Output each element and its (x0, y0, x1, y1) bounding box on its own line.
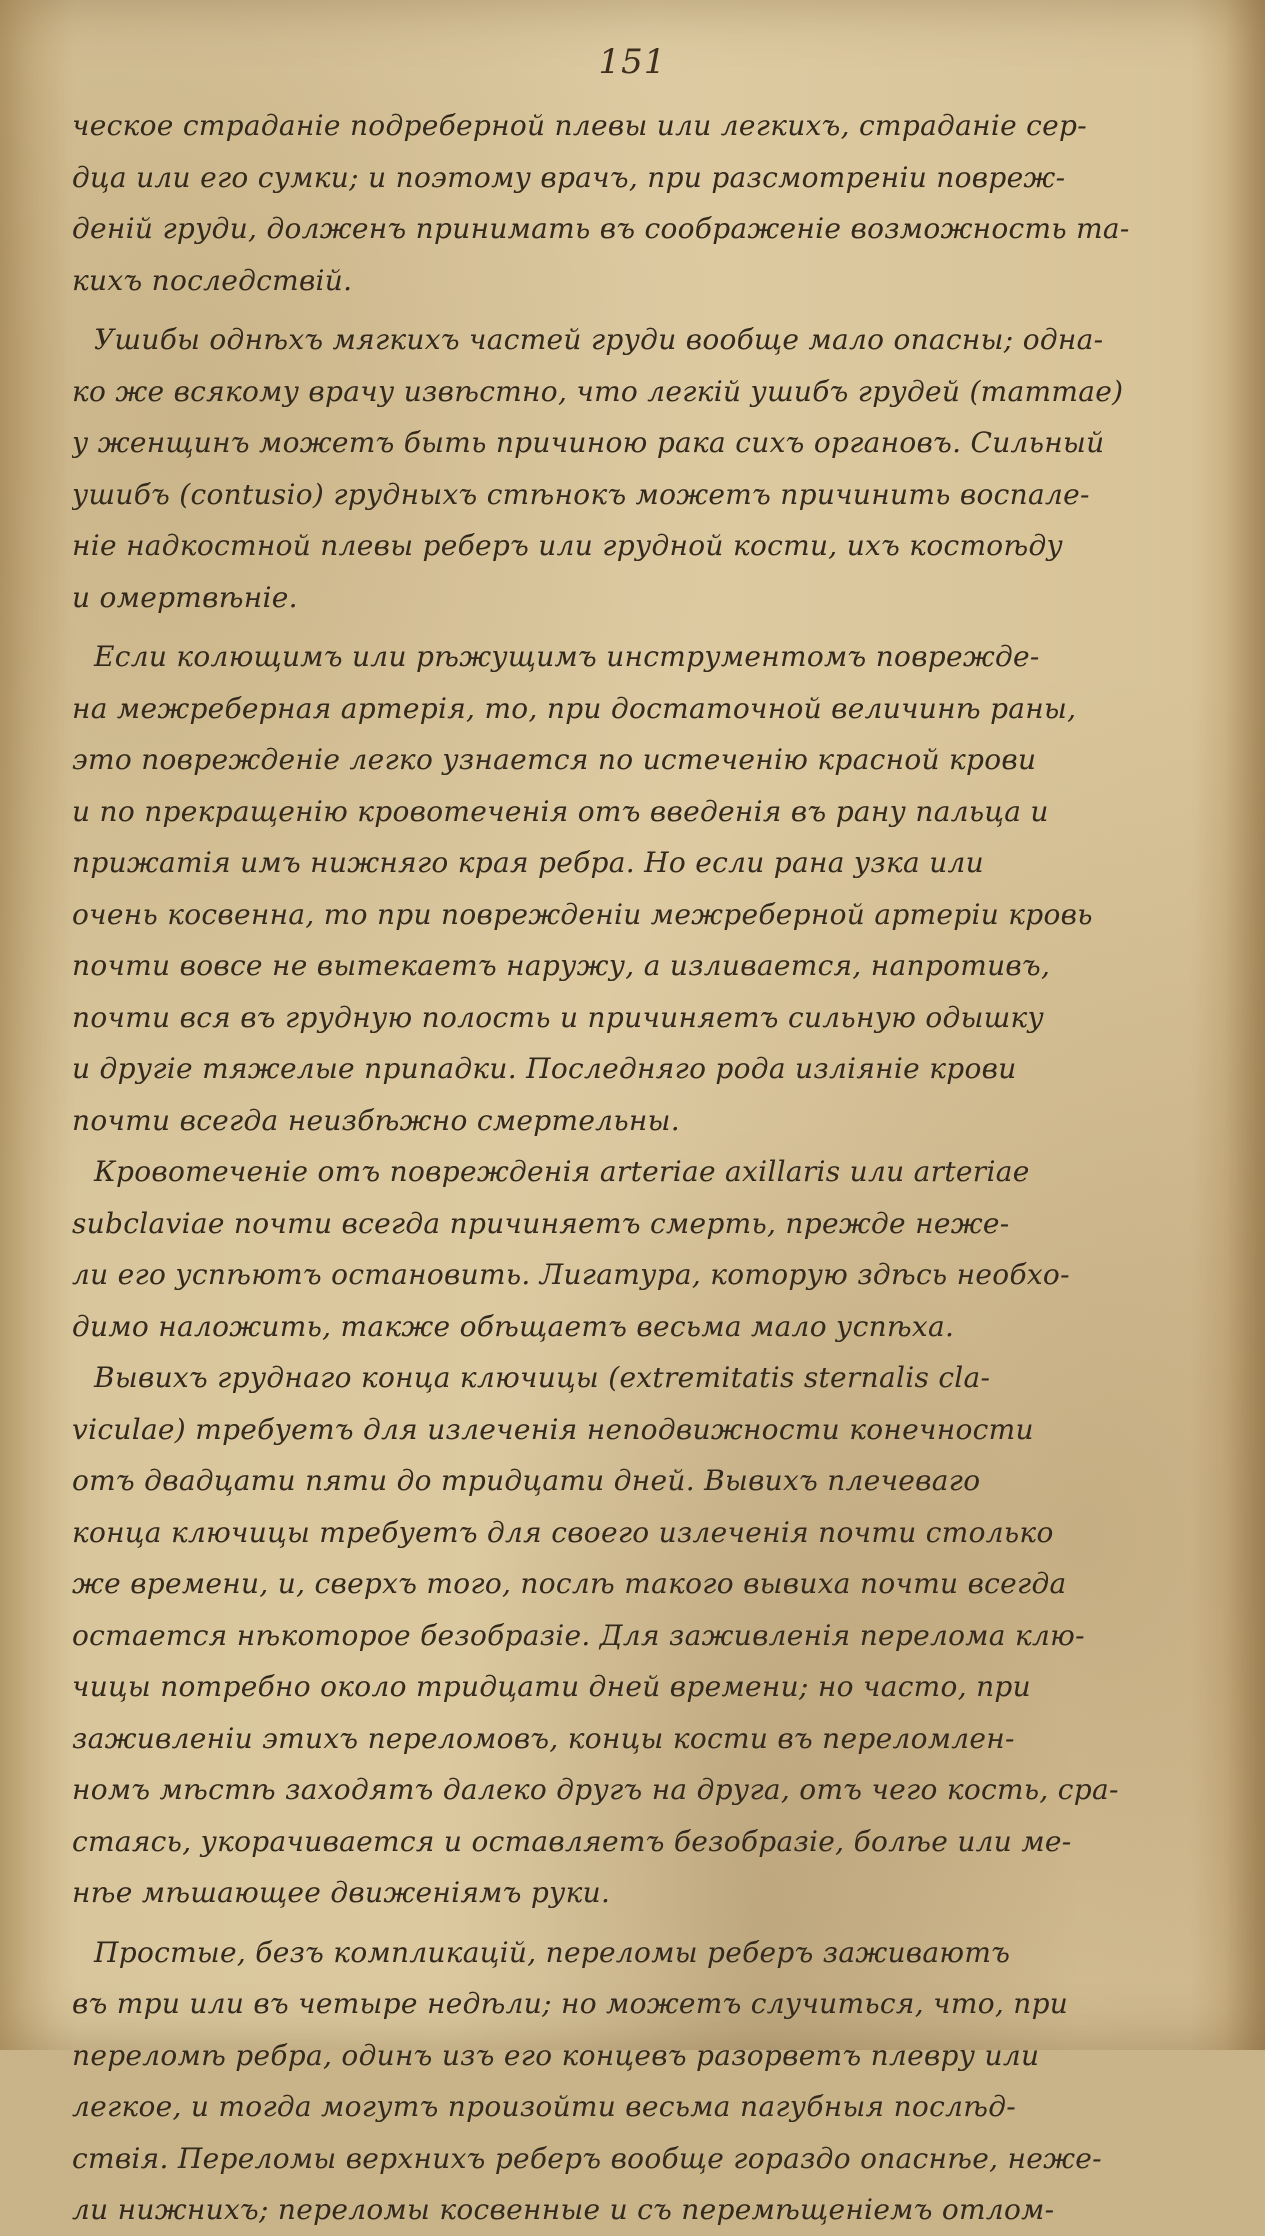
text-line: Если колющимъ или рѣжущимъ инструментомъ поврежде- (94, 640, 1040, 673)
text-line: это поврежденіе легко узнается по истеченію красной крови (72, 743, 1037, 776)
text-line: въ три или въ четыре недѣли; но можетъ случиться, что, при (72, 1987, 1069, 2020)
text-line: и по прекращенію кровотеченія отъ введенія въ рану пальца и (72, 794, 1049, 828)
text-line: же времени, и, сверхъ того, послѣ такого вывиха почти всегда (72, 1567, 1067, 1600)
text-line: ли нижнихъ; переломы косвенные и съ перемѣщеніемъ отлом- (72, 2193, 1055, 2226)
text-line: viculae) требуетъ для излеченія неподвижности конечности (72, 1412, 1034, 1446)
text-line: на межреберная артерія, то, при достаточной величинѣ раны, (72, 691, 1077, 725)
text-line: очень косвенна, то при поврежденіи межреберной артеріи кровь (72, 897, 1093, 931)
text-line: ко же всякому врачу извѣстно, что легкій ушибъ грудей (mammae) (72, 374, 1124, 408)
text-line: отъ двадцати пяти до тридцати дней. Вывихъ плечеваго (72, 1464, 981, 1497)
page-number: 151 (598, 42, 667, 82)
text-line: остается нѣкоторое безобразіе. Для заживленія перелома клю- (72, 1618, 1085, 1652)
text-line: кихъ последствій. (72, 263, 353, 297)
text-line: ушибъ (contusio) грудныхъ стѣнокъ можетъ причинить воспале- (72, 477, 1090, 511)
text-line: и другіе тяжелые припадки. Последняго рода изліяніе крови (72, 1052, 1017, 1085)
text-line: нѣе мѣшающее движеніямъ руки. (72, 1876, 611, 1909)
text-line: у женщинъ можетъ быть причиною рака сихъ органовъ. Сильный (72, 426, 1105, 459)
text-line: чицы потребно около тридцати дней времени; но часто, при (72, 1670, 1031, 1703)
text-line: почти всегда неизбѣжно смертельны. (72, 1103, 680, 1137)
text-line: деній груди, долженъ принимать въ соображеніе возможность та- (72, 212, 1130, 245)
handwritten-text-block (72, 100, 1202, 2236)
text-line: ніе надкостной плевы реберъ или грудной кости, ихъ костоѣду (72, 529, 1064, 562)
text-line: переломѣ ребра, одинъ изъ его концевъ разорветъ плевру или (72, 2038, 1040, 2072)
text-line: почти вся въ грудную полость и причиняетъ сильную одышку (72, 1000, 1045, 1034)
text-line: ствія. Переломы верхнихъ реберъ вообще гораздо опаснѣе, неже- (72, 2141, 1102, 2175)
page-edge-shadow (1225, 0, 1265, 2050)
text-line: легкое, и тогда могутъ произойти весьма пагубныя послѣд- (72, 2090, 1017, 2123)
text-line: Ушибы однѣхъ мягкихъ частей груди вообще мало опасны; одна- (94, 323, 1104, 356)
text-line: ли его успѣютъ остановить. Лигатура, которую здѣсь необхо- (72, 1258, 1070, 1291)
text-line: димо наложить, также обѣщаетъ весьма мало успѣха. (72, 1309, 955, 1343)
text-line: конца ключицы требуетъ для своего излеченія почти столько (72, 1515, 1054, 1549)
text-line: subclaviae почти всегда причиняетъ смерть, прежде неже- (72, 1206, 1010, 1240)
text-line: Кровотеченіе отъ поврежденія arteriae axillaris или arteriae (94, 1155, 1030, 1188)
text-line: прижатія имъ нижняго края ребра. Но если рана узка или (72, 846, 985, 879)
text-line: Вывихъ груднаго конца ключицы (extremitatis sternalis cla- (94, 1361, 991, 1394)
text-line: и омертвѣніе. (72, 580, 298, 614)
text-line: номъ мѣстѣ заходятъ далеко другъ на друга, отъ чего кость, сра- (72, 1773, 1119, 1806)
text-line: Простые, безъ компликацій, переломы реберъ заживаютъ (94, 1935, 1011, 1969)
text-line: ческое страданіе подреберной плевы или легкихъ, страданіе сер- (72, 109, 1088, 142)
text-line: заживленіи этихъ переломовъ, концы кости въ переломлен- (72, 1721, 1015, 1755)
text-line: почти вовсе не вытекаетъ наружу, а изливается, напротивъ, (72, 949, 1051, 982)
text-line: стаясь, укорачивается и оставляетъ безобразіе, болѣе или ме- (72, 1824, 1072, 1858)
text-line: дца или его сумки; и поэтому врачъ, при разсмотреніи повреж- (72, 160, 1066, 194)
